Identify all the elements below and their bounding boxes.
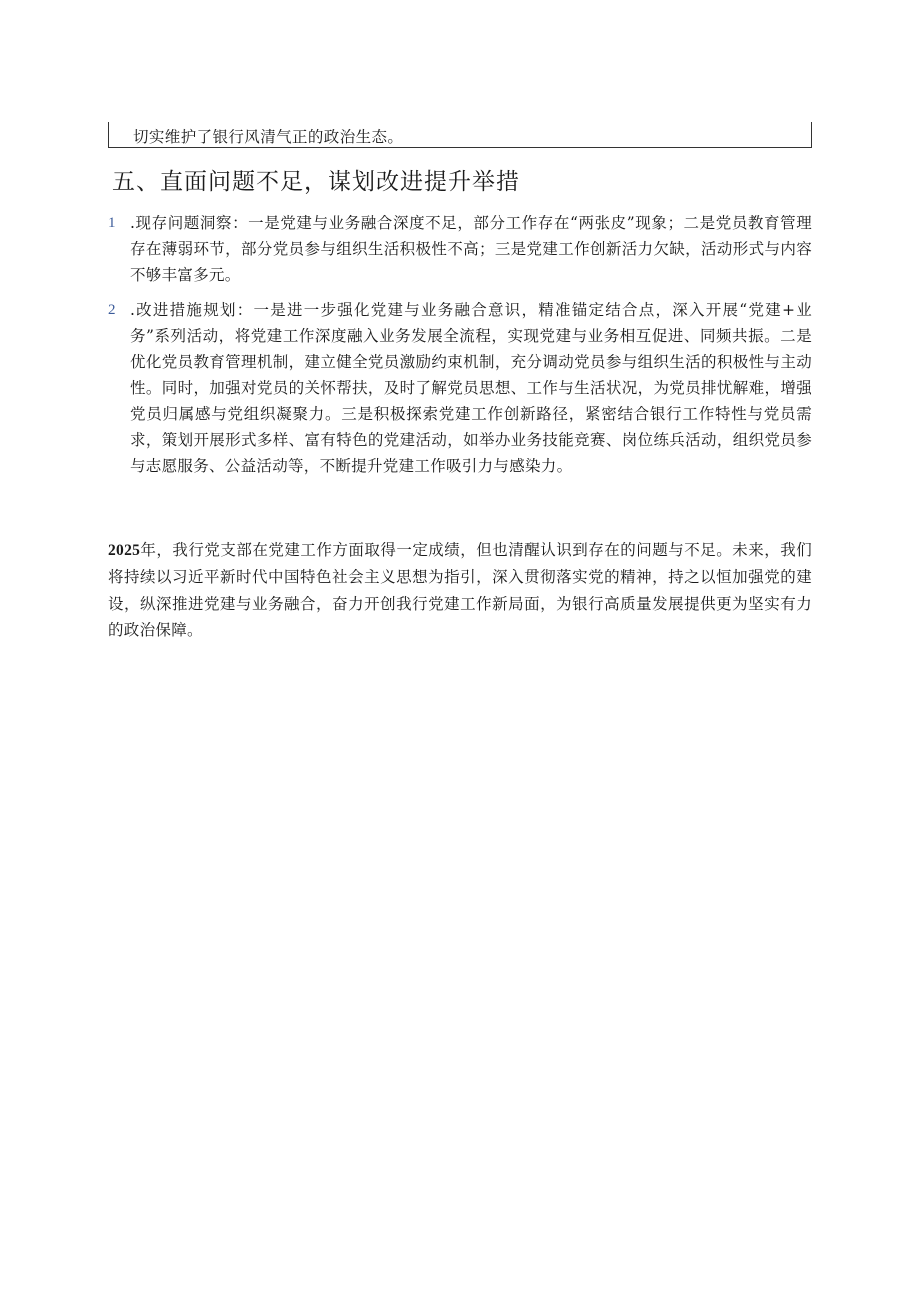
continuation-text: 切实维护了银行风清气正的政治生态。 <box>133 128 404 146</box>
list-item-number: 1 <box>108 215 116 231</box>
list-item <box>108 297 812 479</box>
list-item <box>108 210 812 288</box>
list-item-text: .现存问题洞察：一是党建与业务融合深度不足，部分工作存在“两张皮”现象；二是党员教育管理存在薄弱环节，部分党员参与组织生活积极性不高；三是党建工作创新活力欠缺，活动形式与内容不够丰富多元。 <box>130 214 812 284</box>
list-item-number: 2 <box>108 302 116 318</box>
closing-year: 2025 <box>108 541 141 559</box>
closing-text: 年，我行党支部在党建工作方面取得一定成绩，但也清醒认识到存在的问题与不足。未来，我们将持续以习近平新时代中国特色社会主义思想为指引，深入贯彻落实党的精神，持之以恒加强党的建设，纵深推进党建与业务融合，奋力开创我行党建工作新局面，为银行高质量发展提供更为坚实有力的政治保障。 <box>108 540 812 639</box>
closing-paragraph <box>108 537 812 644</box>
list-item-text: .改进措施规划：一是进一步强化党建与业务融合意识，精准锚定结合点，深入开展“党建+业务”系列活动，将党建工作深度融入业务发展全流程，实现党建与业务相互促进、同频共振。二是优化党员教育管理机制，建立健全党员激励约束机制，充分调动党员参与组织生活的积极性与主动性。同时，加强对党员的关怀帮扶，及时了解党员思想、工作与生活状况，为党员排忧解难，增强党员归属感与党组织凝聚力。三是积极探索党建工作创新路径，紧密结合银行工作特性与党员需求，策划开展形式多样、富有特色的党建活动，如举办业务技能竞赛、岗位练兵活动，组织党员参与志愿服务、公益活动等，不断提升党建工作吸引力与感染力。 <box>130 301 812 475</box>
continuation-box <box>108 122 812 148</box>
section-heading: 五、直面问题不足，谋划改进提升举措 <box>112 169 520 195</box>
